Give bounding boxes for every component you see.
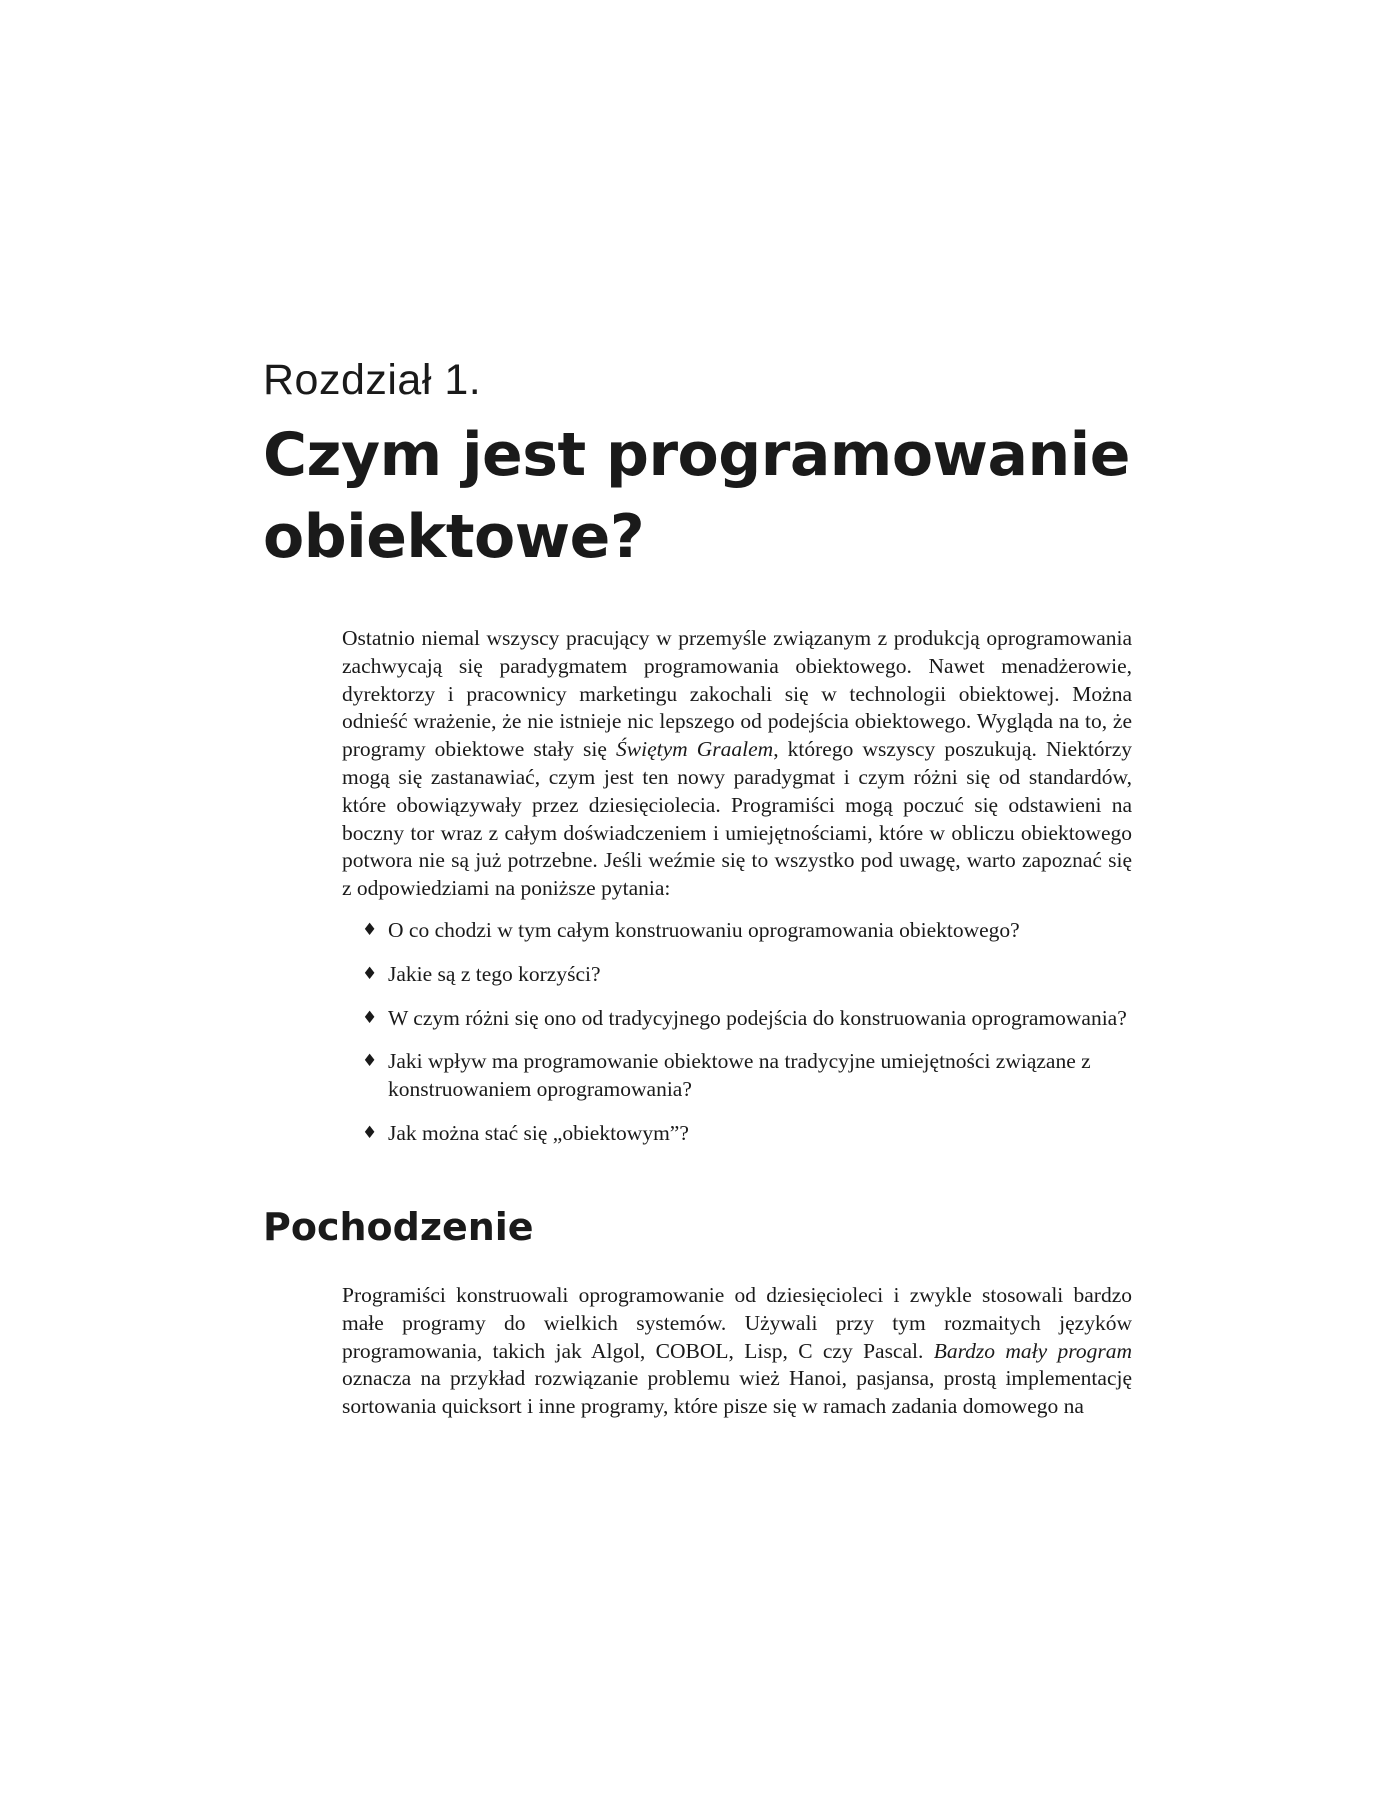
list-item bbox=[362, 1005, 1132, 1033]
chapter-title-line-2: obiektowe? bbox=[263, 502, 645, 572]
intro-section bbox=[342, 625, 1132, 1164]
intro-paragraph bbox=[342, 625, 1132, 903]
list-item bbox=[362, 917, 1132, 945]
intro-text-part-2: , którego wszyscy poszukują. Niektórzy mogą się zastanawiać, czym jest ten nowy paradygmat i czym różni się od standardów, które obowiązywały przez dziesięciolecia. Programiści mogą poczuć się odstawieni na boczny tor wraz z całym doświadczeniem i umiejętnościami, które w obliczu obiektowego potwora nie są już potrzebne. Jeśli weźmie się to wszystko pod uwagę, warto zapoznać się z odpowiedziami na poniższe pytania: bbox=[342, 737, 1132, 901]
list-item bbox=[362, 1120, 1132, 1148]
intro-italic-phrase: Świętym Graalem bbox=[616, 737, 774, 762]
section-text-part-1: Programiści konstruowali oprogramowanie od dziesięcioleci i zwykle stosowali bardzo małe programy do wielkich systemów. Używali przy tym rozmaitych języków programowania, takich jak Algol, COBOL, Lisp, C czy Pascal. bbox=[342, 1283, 1132, 1363]
diamond-bullet-icon: ♦ bbox=[362, 919, 378, 940]
question-text: W czym różni się ono od tradycyjnego podejścia do konstruowania oprogramowania? bbox=[388, 1005, 1127, 1030]
questions-list bbox=[362, 917, 1132, 1148]
intro-text-part-1: Ostatnio niemal wszyscy pracujący w przemyśle związanym z produkcją oprogramowania zachwycają się paradygmatem programowania obiektowego. Nawet menadżerowie, dyrektorzy i pracownicy marketingu zakochali się w technologii obiektowej. Można odnieść wrażenie, że nie istnieje nic lepszego od podejścia obiektowego. Wygląda na to, że programy obiektowe stały się bbox=[342, 626, 1132, 762]
section-paragraph bbox=[342, 1282, 1132, 1421]
chapter-title bbox=[263, 414, 1223, 578]
question-text: O co chodzi w tym całym konstruowaniu oprogramowania obiektowego? bbox=[388, 917, 1020, 942]
diamond-bullet-icon: ♦ bbox=[362, 963, 378, 984]
section-heading: Pochodzenie bbox=[263, 1205, 534, 1249]
question-text: Jakie są z tego korzyści? bbox=[388, 961, 601, 986]
question-text: Jak można stać się „obiektowym”? bbox=[388, 1120, 689, 1145]
diamond-bullet-icon: ♦ bbox=[362, 1122, 378, 1143]
chapter-label: Rozdział 1. bbox=[263, 356, 482, 404]
section-italic-phrase: Bardzo mały program bbox=[933, 1338, 1132, 1363]
question-text: Jaki wpływ ma programowanie obiektowe na tradycyjne umiejętności związane z konstruowaniem oprogramowania? bbox=[388, 1049, 1091, 1102]
diamond-bullet-icon: ♦ bbox=[362, 1007, 378, 1028]
section-text-part-2: oznacza na przykład rozwiązanie problemu wież Hanoi, pasjansa, prostą implementację sortowania quicksort i inne programy, które pisze się w ramach zadania domowego na bbox=[342, 1366, 1132, 1419]
diamond-bullet-icon: ♦ bbox=[362, 1051, 378, 1072]
list-item bbox=[362, 961, 1132, 989]
list-item bbox=[362, 1048, 1132, 1104]
section-body bbox=[342, 1282, 1132, 1421]
chapter-title-line-1: Czym jest programowanie bbox=[263, 420, 1130, 490]
